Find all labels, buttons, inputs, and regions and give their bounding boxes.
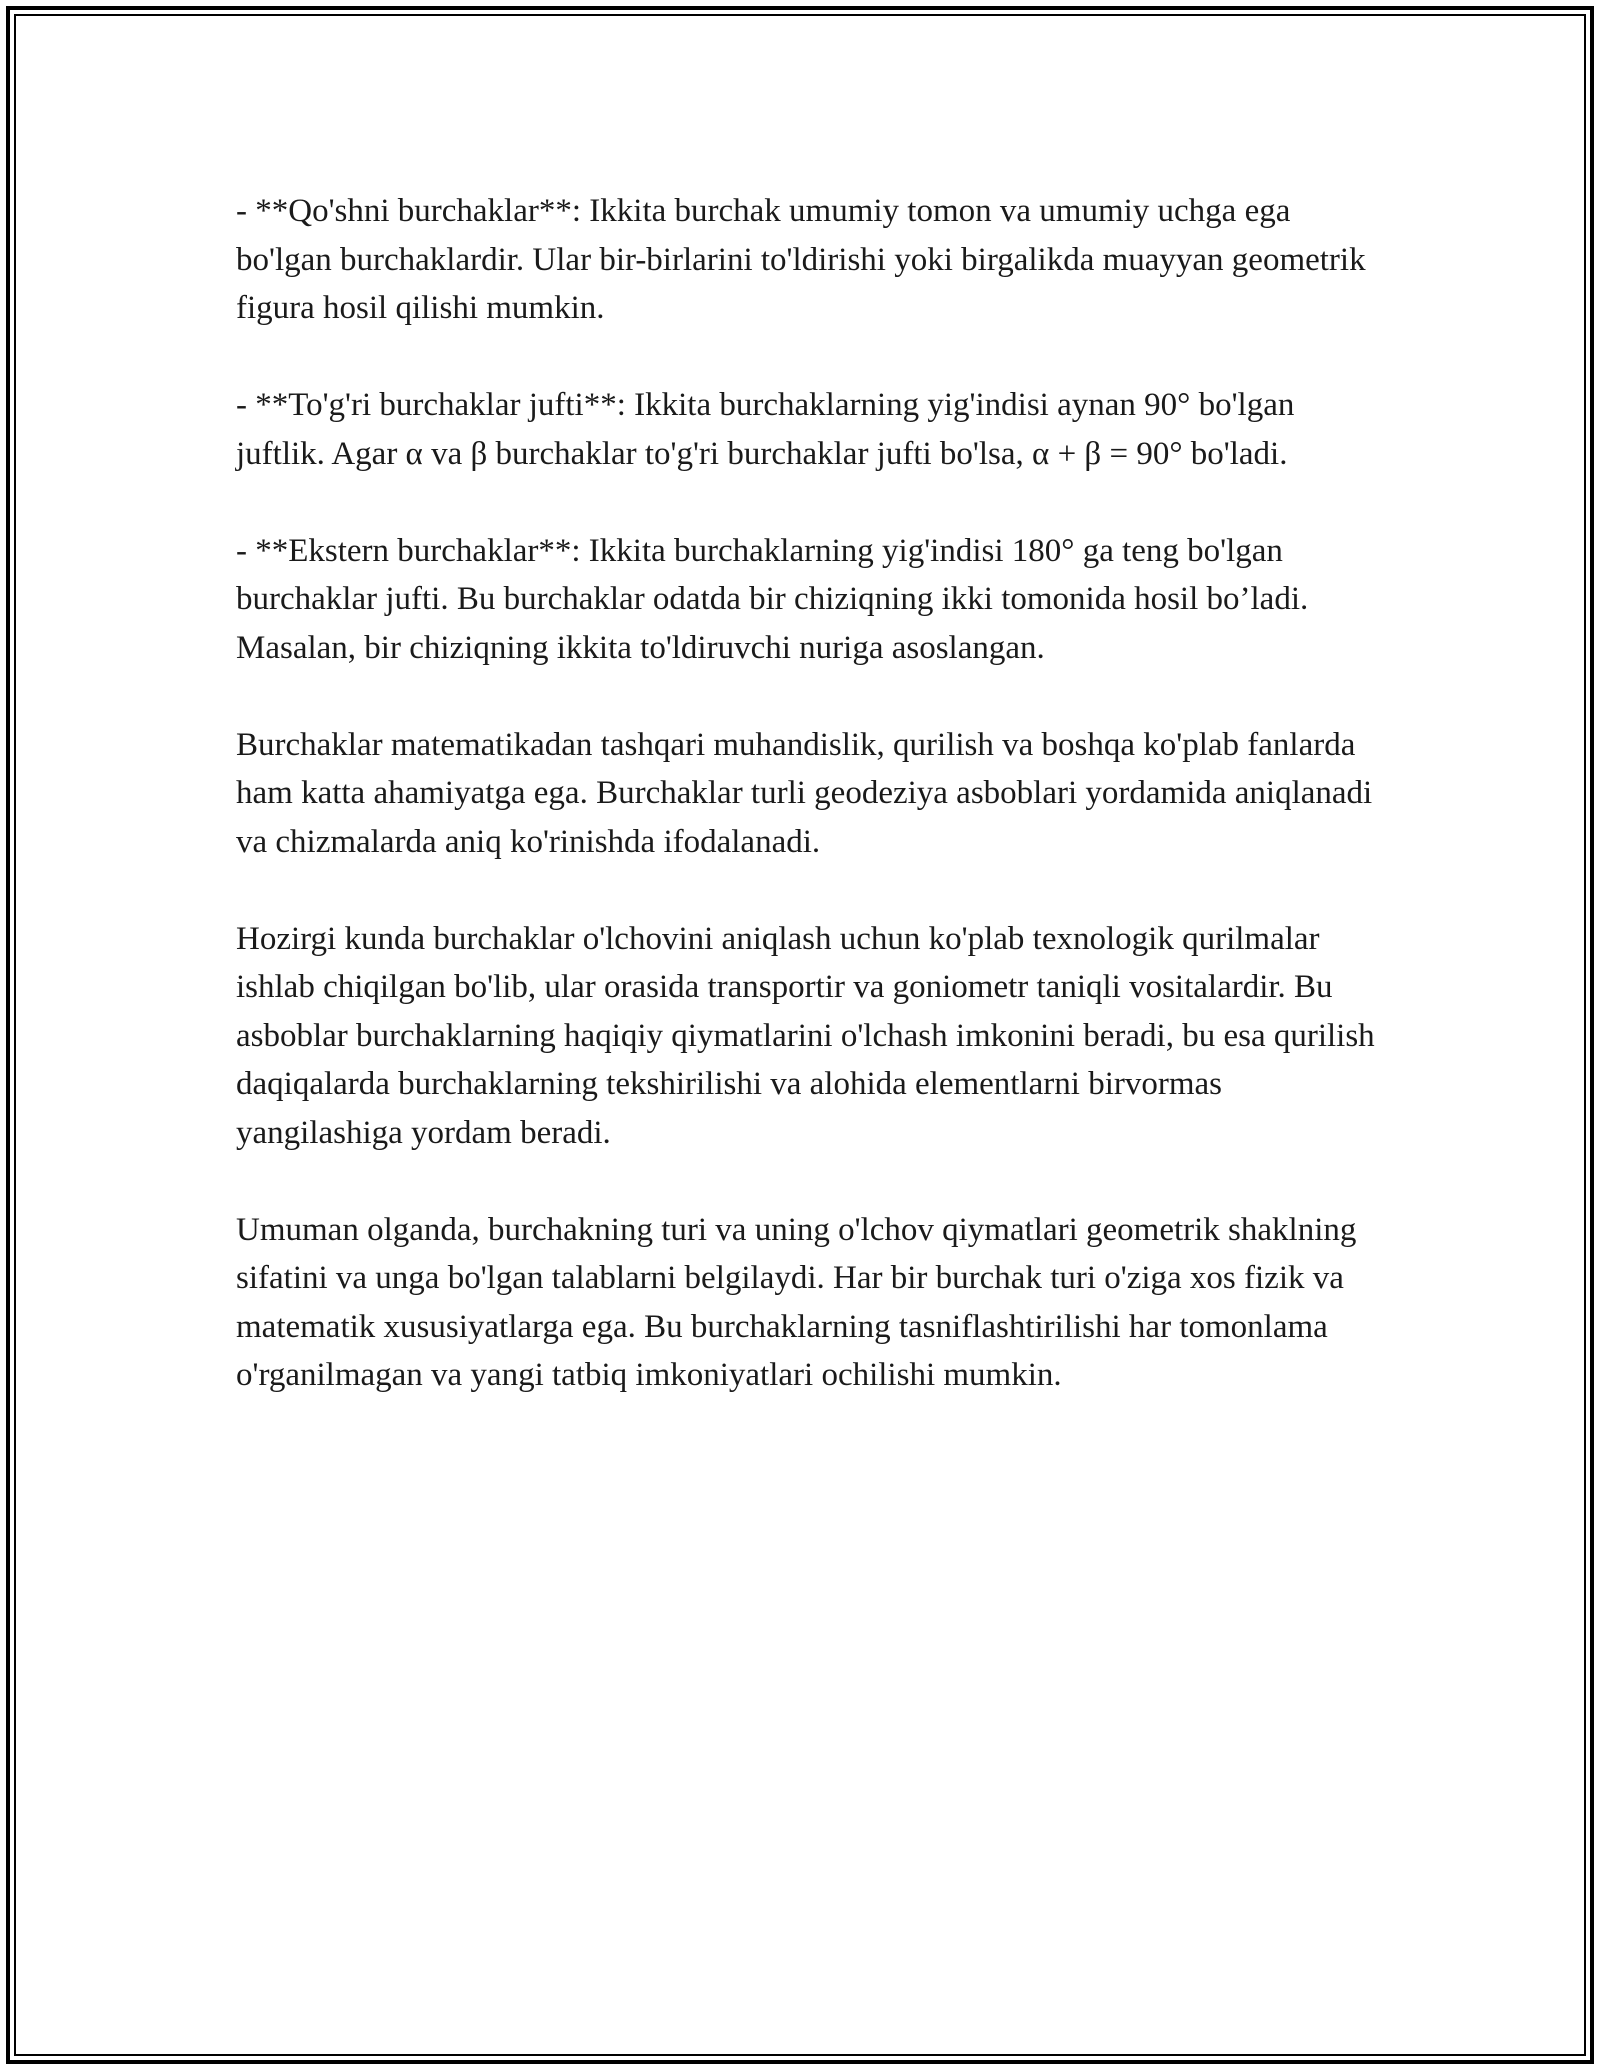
paragraph-burchaklar-fanlarda: Burchaklar matematikadan tashqari muhandislik, qurilish va boshqa ko'plab fanlarda ham katta ahamiyatga ega. Burchaklar turli geodeziya asboblari yordamida aniqlanadi va chizmalarda aniq ko'rinishda ifodalanadi.	[236, 726, 1373, 860]
document-body	[236, 187, 1376, 1448]
paragraph-togri-burchaklar-jufti: - **To'g'ri burchaklar jufti**: Ikkita burchaklarning yig'indisi aynan 90° bo'lgan juftlik. Agar α va β burchaklar to'g'ri burchaklar jufti bo'lsa, α + β = 90° bo'ladi.	[236, 387, 1295, 472]
paragraph-qoshni-burchaklar: - **Qo'shni burchaklar**: Ikkita burchak umumiy tomon va umumiy uchga ega bo'lgan burchaklardir. Ular bir-birlarini to'ldirishi yoki birgalikda muayyan geometrik figura hosil qilishi mumkin.	[236, 193, 1366, 326]
paragraph-ekstern-burchaklar: - **Ekstern burchaklar**: Ikkita burchaklarning yig'indisi 180° ga teng bo'lgan burchaklar jufti. Bu burchaklar odatda bir chiziqning ikki tomonida hosil bo’ladi. Masalan, bir chiziqning ikkita to'ldiruvchi nuriga asoslangan.	[236, 532, 1309, 666]
paragraph-olchov-asboblari: Hozirgi kunda burchaklar o'lchovini aniqlash uchun ko'plab texnologik qurilmalar ishlab chiqilgan bo'lib, ular orasida transportir va goniometr taniqli vositalardir. Bu asboblar burchaklarning haqiqiy qiymatlarini o'lchash imkonini beradi, bu esa qurilish daqiqalarda burchaklarning tekshirilishi va alohida elementlarni birvormas yangilashiga yordam beradi.	[236, 920, 1375, 1151]
paragraph-xulosa: Umuman olganda, burchakning turi va uning o'lchov qiymatlari geometrik shaklning sifatini va unga bo'lgan talablarni belgilaydi. Har bir burchak turi o'ziga xos fizik va matematik xususiyatlarga ega. Bu burchaklarning tasniflashtirilishi har tomonlama o'rganilmagan va yangi tatbiq imkoniyatlari ochilishi mumkin.	[236, 1211, 1357, 1393]
